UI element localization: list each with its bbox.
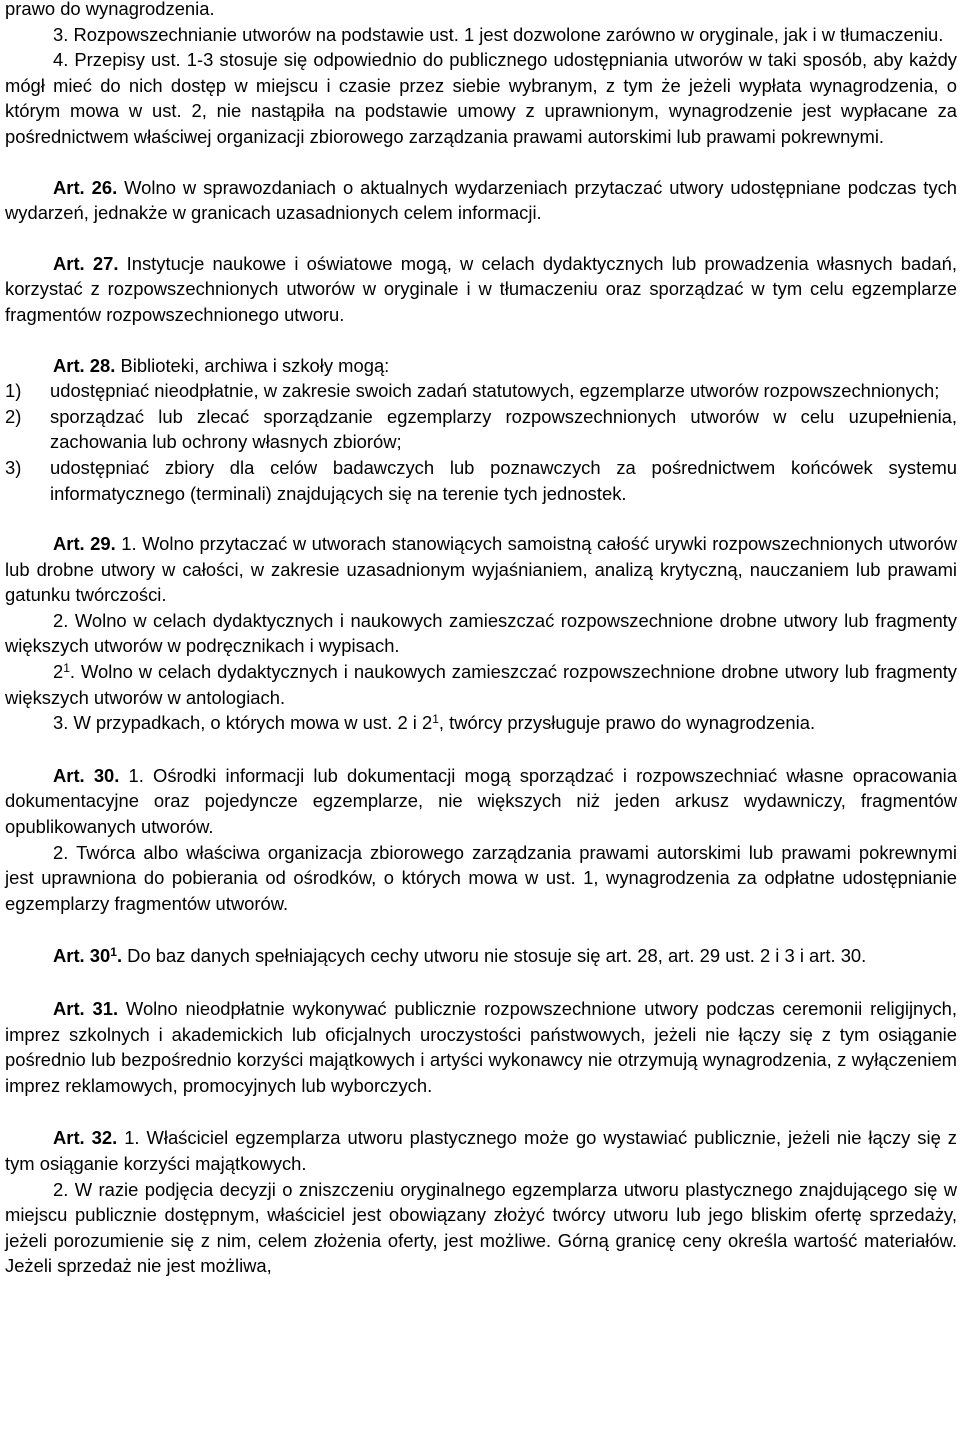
article-28-heading: Art. 28. <box>53 354 116 376</box>
article-29-paragraph-2: 2. Wolno w celach dydaktycznych i naukowych zamieszczać rozpowszechnione drobne utwory lub fragmenty większych utworów w podręcznikach i wypisach. <box>5 609 957 657</box>
article-31-heading: Art. 31. <box>53 998 119 1019</box>
superscript: 1 <box>110 945 117 960</box>
list-item-number: 1) <box>5 380 22 402</box>
article-30-1-heading-text: Art. 30 <box>53 945 111 967</box>
article-26-heading: Art. 26. <box>53 176 118 198</box>
article-32-heading: Art. 32. <box>53 1127 118 1149</box>
article-30-paragraph-2: 2. Twórca albo właściwa organizacja zbiorowego zarządzania prawami autorskimi lub prawami pokrewnymi jest uprawniona do pobierania od ośrodków, o których mowa w ust. 1, wynagrodzenia za odpłatne udostępnianie egzemplarzy fragmentów utworów. <box>5 841 957 914</box>
article-26-text: Wolno w sprawozdaniach o aktualnych wydarzeniach przytaczać utwory udostępniane podczas tych wydarzeń, jednakże w granicach uzasadnionych celem informacji. <box>5 176 957 224</box>
article-26 <box>5 175 957 226</box>
list-item-text: sporządzać lub zlecać sporządzanie egzemplarzy rozpowszechnionych utworów w celu uzupełnienia, zachowania lub ochrony własnych zbiorów; <box>50 405 957 453</box>
paragraph-text-b: , twórcy przysługuje prawo do wynagrodzenia. <box>438 712 816 734</box>
intro-paragraph-3: 3. Rozpowszechnianie utworów na podstawie ust. 1 jest dozwolone zarówno w oryginale, jak i w tłumaczeniu. <box>53 23 944 45</box>
document-page <box>5 0 957 1279</box>
article-32-text-1: 1. Właściciel egzemplarza utworu plastycznego może go wystawiać publicznie, jeżeli nie łączy się z tym osiąganie korzyści majątkowych. <box>5 1127 957 1174</box>
article-28 <box>5 353 957 379</box>
article-27-text: Instytucje naukowe i oświatowe mogą, w celach dydaktycznych lub prowadzenia własnych badań, korzystać z rozpowszechnionych utworów w oryginale i w tłumaczeniu oraz sporządzać w tym celu egzemplarze fragmentów rozpowszechnionego utworu. <box>5 252 957 325</box>
article-30-heading: Art. 30. <box>53 764 120 786</box>
article-32-paragraph-1 <box>5 1125 957 1176</box>
paragraph-number: 2 <box>53 661 64 683</box>
article-29-text-1: 1. Wolno przytaczać w utworach stanowiących samoistną całość urywki rozpowszechnionych utworów lub drobne utwory w całości, w zakresie uzasadnionym wyjaśnianiem, analizą krytyczną, nauczaniem lub prawami gatunku twórczości. <box>5 533 957 606</box>
article-30-paragraph-1 <box>5 763 957 840</box>
intro-line: prawo do wynagrodzenia. <box>5 0 215 19</box>
paragraph-text: . Wolno w celach dydaktycznych i naukowych zamieszczać rozpowszechnione drobne utwory lub fragmenty większych utworów w antologiach. <box>5 661 957 708</box>
list-item-text: udostępniać nieodpłatnie, w zakresie swoich zadań statutowych, egzemplarze utworów rozpowszechnionych; <box>50 380 940 402</box>
article-27-heading: Art. 27. <box>53 252 119 274</box>
intro-paragraph-4: 4. Przepisy ust. 1-3 stosuje się odpowiednio do publicznego udostępniania utworów w taki sposób, aby każdy mógł mieć do nich dostęp w miejscu i czasie przez siebie wybranym, z tym że jeżeli wypłata wynagrodzenia, o którym mowa w ust. 2, nie nastąpiła na podstawie umowy z uprawnionym, wynagrodzenie jest wypłacane za pośrednictwem właściwej organizacji zbiorowego zarządzania prawami autorskimi lub prawami pokrewnymi. <box>5 49 957 147</box>
article-30-1 <box>5 943 957 969</box>
article-30-1-heading <box>53 945 122 966</box>
article-30-text-1: 1. Ośrodki informacji lub dokumentacji mogą sporządzać i rozpowszechniać własne opracowania dokumentacyjne oraz pojedyncze egzemplarze, nie większych niż jeden arkusz wydawniczy, fragmentów opublikowanych utworów. <box>5 764 957 838</box>
article-31-text: Wolno nieodpłatnie wykonywać publicznie rozpowszechnione utwory podczas ceremonii religijnych, imprez szkolnych i akademickich lub oficjalnych uroczystości państwowych, jeżeli nie łączy się z tym osiąganie pośrednio lub bezpośrednio korzyści majątkowych i artyści wykonawcy nie otrzymują wynagrodzenia, z wyłączeniem imprez reklamowych, promocyjnych lub wyborczych. <box>5 998 957 1096</box>
article-32-paragraph-2: 2. W razie podjęcia decyzji o zniszczeniu oryginalnego egzemplarza utworu plastycznego znajdującego się w miejscu publicznie dostępnym, właściciel jest obowiązany złożyć twórcy utworu lub jego bliskim ofertę sprzedaży, jeżeli porozumienie się z nim, celem złożenia oferty, jest możliwe. Górną granicę ceny określa wartość materiałów. Jeżeli sprzedaż nie jest możliwa, <box>5 1178 957 1277</box>
list-item <box>5 404 957 455</box>
list-item-number: 2) <box>5 405 22 427</box>
article-29-heading: Art. 29. <box>53 533 116 555</box>
article-29-paragraph-2-1 <box>5 659 957 710</box>
article-30-1-text: Do baz danych spełniających cechy utworu nie stosuje się art. 28, art. 29 ust. 2 i 3 i art. 30. <box>122 945 867 967</box>
article-30-1-heading-dot: . <box>116 945 123 967</box>
list-item-number: 3) <box>5 456 22 478</box>
superscript: 1 <box>63 661 70 676</box>
list-item <box>5 455 957 506</box>
paragraph-text-a: 3. W przypadkach, o których mowa w ust. 2 i 2 <box>53 712 433 734</box>
list-item-text: udostępniać zbiory dla celów badawczych lub poznawczych za pośrednictwem końcówek systemu informatycznego (terminali) znajdujących się na terenie tych jednostek. <box>50 456 957 504</box>
article-27 <box>5 251 957 328</box>
article-28-text: Biblioteki, archiwa i szkoły mogą: <box>115 354 390 376</box>
article-31 <box>5 996 957 1098</box>
article-29-paragraph-3 <box>5 710 957 736</box>
superscript: 1 <box>432 712 439 727</box>
article-29-paragraph-1 <box>5 531 957 608</box>
list-item <box>5 378 957 404</box>
